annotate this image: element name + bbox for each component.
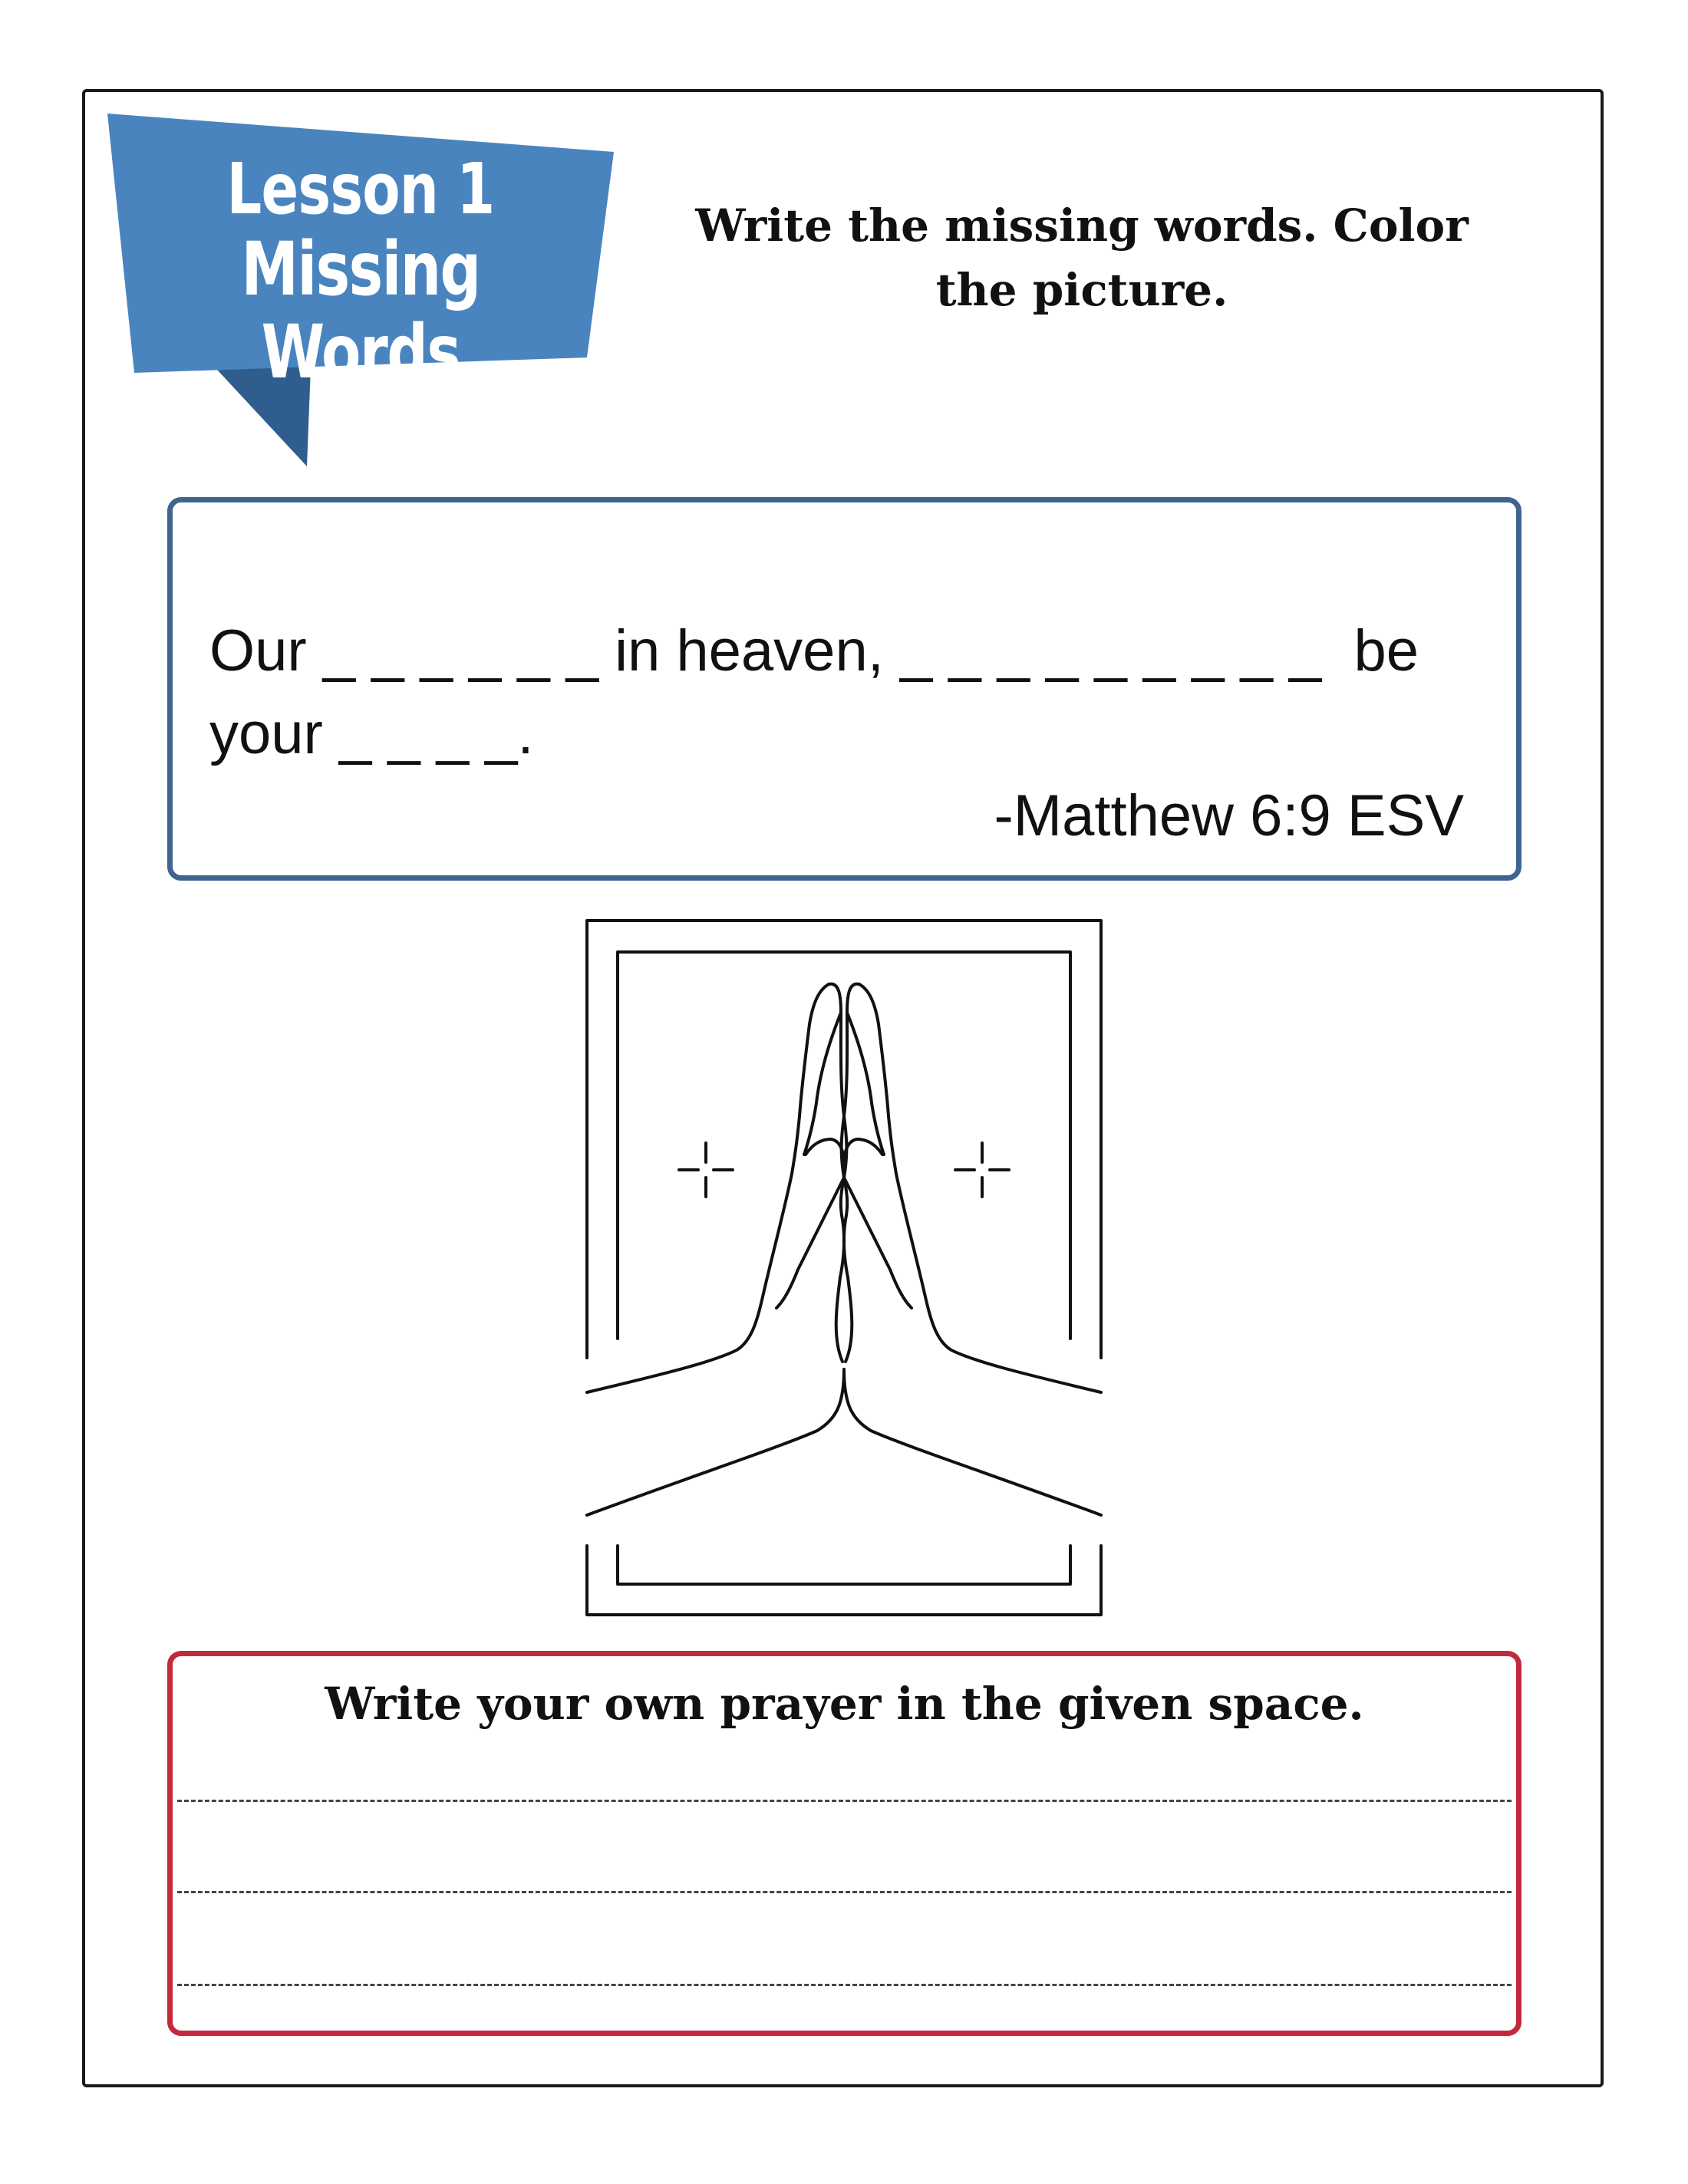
sparkle-left (679, 1143, 733, 1197)
verse-fill-in-text[interactable]: Our _ _ _ _ _ _ in heaven, _ _ _ _ _ _ _ _ _ be your _ _ _ _. (209, 618, 1436, 766)
verse-reference: -Matthew 6:9 ESV (994, 783, 1464, 848)
writing-line-1[interactable] (177, 1800, 1512, 1802)
instructions-text: Write the missing words. Color the picture. (695, 199, 1469, 316)
lesson-subtitle: Missing Words (241, 226, 480, 395)
lesson-number: Lesson 1 (226, 148, 495, 230)
writing-line-2[interactable] (177, 1891, 1512, 1893)
prayer-box (167, 1651, 1522, 2036)
right-hand (842, 984, 1101, 1392)
verse-box (167, 497, 1522, 881)
lesson-title (163, 150, 559, 394)
writing-line-3[interactable] (177, 1984, 1512, 1986)
prayer-instructions: Write your own prayer in the given space. (325, 1678, 1364, 1730)
left-hand (587, 984, 846, 1392)
praying-hands-icon[interactable] (575, 909, 1113, 1630)
sparkle-right (955, 1143, 1009, 1197)
outer-frame (587, 921, 1101, 1358)
inner-frame (618, 952, 1070, 1339)
